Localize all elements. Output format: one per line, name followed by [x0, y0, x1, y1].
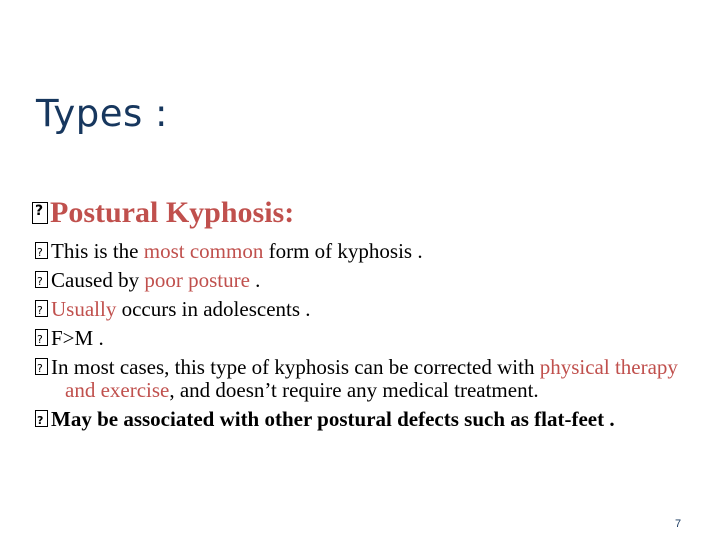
- list-item: [35, 269, 695, 292]
- list-item: [35, 298, 695, 321]
- item-text: In most cases, this type of kyphosis can be corrected with: [51, 355, 540, 379]
- highlight-text: most common: [143, 239, 264, 263]
- list-item: [35, 408, 695, 431]
- page-number: 7: [675, 518, 682, 530]
- list-item: [35, 356, 695, 402]
- heading-text: Postural Kyphosis:: [50, 196, 295, 229]
- bullet-glyph-icon: [35, 300, 48, 317]
- list-item: [35, 240, 695, 263]
- item-text: .: [249, 268, 261, 292]
- highlight-text: poor posture: [144, 268, 250, 292]
- item-text: Caused by: [51, 268, 145, 292]
- item-text: , and doesn’t require any medical treatment.: [169, 378, 539, 402]
- list-item: [35, 327, 695, 350]
- bullet-glyph-icon: [35, 329, 48, 346]
- bullet-glyph-icon: [32, 202, 48, 224]
- bullet-glyph-icon: [35, 358, 48, 375]
- bullet-glyph-icon: [35, 410, 48, 427]
- bullet-glyph-icon: [35, 242, 48, 259]
- section-heading: [32, 196, 294, 230]
- highlight-text: Usually: [51, 297, 117, 321]
- bullet-glyph-icon: [35, 271, 48, 288]
- highlight-text: physical therapy and exercise: [65, 355, 678, 402]
- item-text: F>M .: [51, 326, 104, 350]
- bullet-list: [35, 240, 695, 437]
- slide-title: Types :: [36, 92, 168, 135]
- item-text: May be associated with other postural defects such as flat-feet .: [51, 407, 615, 431]
- item-text: occurs in adolescents .: [116, 297, 311, 321]
- item-text: This is the: [51, 239, 144, 263]
- item-text: form of kyphosis .: [263, 239, 423, 263]
